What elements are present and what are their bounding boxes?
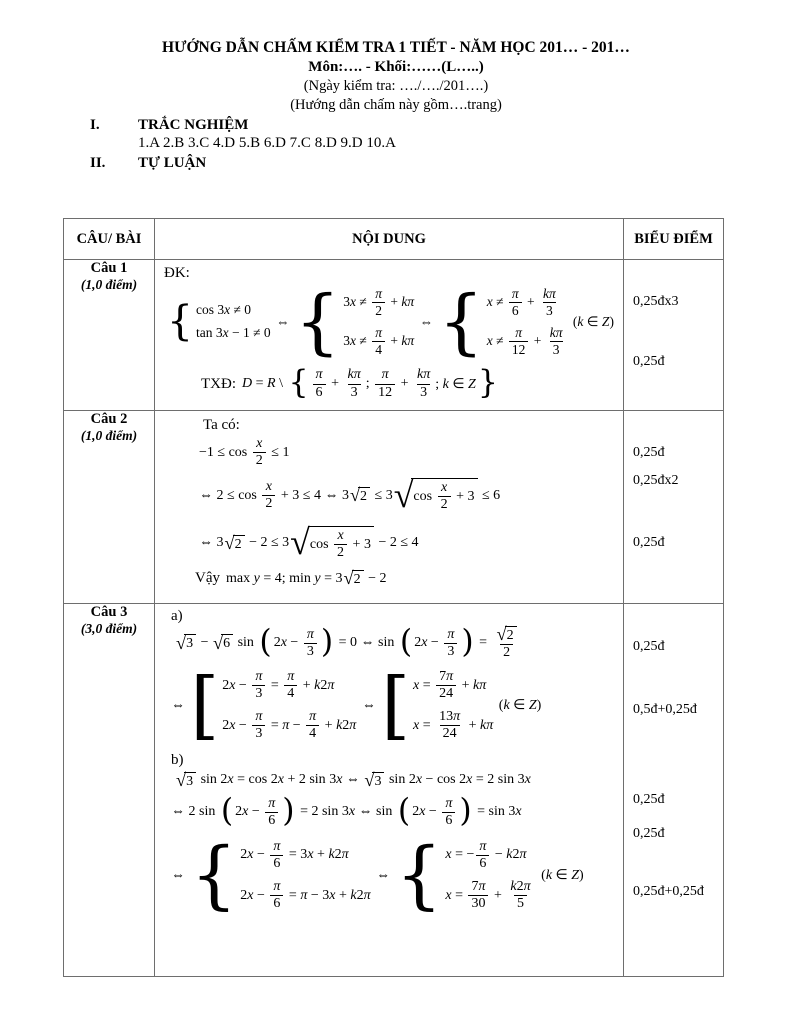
equation-system: { 2x − $\frac{\pi}{6}$ = 3x + k2π 2x − $\frac{\pi}{6}$ = π − 3x + k2π [190,832,371,918]
question-cell [64,411,155,604]
math-formula: ⇔ 2 ≤ cos $\frac{x}{2}$ + 3 ≤ 4 ⇔ 3 √ 2 ≤ 3 √ cos $\frac{x}{2}$ + 3 ≤ 6 [199,474,501,515]
fraction: $\frac{\pi}{3}$ [444,627,457,660]
equation-system: [ 2x − $\frac{\pi}{3}$ = $\frac{\pi}{4}$ + k2π 2x − $\frac{\pi}{3}$ = π − $\frac{\pi}{4}$ + k2π [190,662,357,748]
equation-system: { cos 3x ≠ 0 tan 3x − 1 ≠ 0 [167,297,271,346]
fraction: $\frac{\pi}{6}$ [476,839,489,872]
content-line [199,436,623,469]
content-line [203,417,623,434]
radical: √ 6 [213,634,233,652]
col-header-points: BIỂU ĐIỂM [624,219,724,260]
math-formula: ⇔ { 2x − $\frac{\pi}{6}$ = 3x + k2π 2x − $\frac{\pi}{6}$ = π − 3x + k2π ⇔ { x = − $\frac{\pi}{6}$ − k2π x = $\frac{7\pi}{30}$ + $\frac{k2\pi}{5}$ (k ∈ Z) [171,832,584,918]
points-value: 0,25đ [633,792,665,808]
math-formula: { cos 3x ≠ 0 tan 3x − 1 ≠ 0 ⇔ { 3x ≠ $\frac{\pi}{2}$ + kπ 3x ≠ $\frac{\pi}{4}$ + kπ ⇔ { x ≠ $\frac{\pi}{6}$ + $\frac{k\pi}{3}$ x ≠ $\frac{\pi}{12}$ + $\frac{k\pi}{3}$ (k ∈ Z) [167,280,614,364]
section-essay [0,155,792,172]
document-subtitle: Môn:…. - Khối:……(L…..) [308,59,484,76]
fraction: $\frac{\pi}{6}$ [442,796,455,829]
fraction: $\frac{k\pi}{3}$ [549,325,563,357]
fraction: $\frac{x}{2}$ [334,528,347,561]
table-row [64,411,724,604]
fraction: $\frac{\pi}{4}$ [284,669,297,702]
page-count-line: (Hướng dẫn chấm này gồm….trang) [290,97,502,114]
table-row [64,604,724,977]
question-score: (1,0 điểm) [80,277,138,293]
answer-table [63,218,724,977]
col-header-question: CÂU/ BÀI [64,219,155,260]
fraction: $\frac{\pi}{4}$ [372,325,385,357]
content-line [171,752,623,769]
radical: √ 2 [350,486,370,504]
equation-system: { x = − $\frac{\pi}{6}$ − k2π x = $\frac{7\pi}{30}$ + $\frac{k2\pi}{5}$ [396,837,536,914]
line-label: ĐK: [164,265,190,282]
big-parens: ( 2x − $\frac{\pi}{6}$ ) [220,793,295,830]
question-label: Câu 3 [90,604,128,621]
section-title: TRẮC NGHIỆM [138,117,249,134]
math-formula: ⇔ 3 √ 2 − 2 ≤ 3 √ cos $\frac{x}{2}$ + 3 − 2 ≤ 4 [199,522,419,563]
math-formula: ⇔ [ 2x − $\frac{\pi}{3}$ = $\frac{\pi}{4}$ + k2π 2x − $\frac{\pi}{3}$ = π − $\frac{\pi}{4}$ + k2π ⇔ [ x = $\frac{7\pi}{24}$ + kπ x = $\frac{13\pi}{24}$ + kπ (k ∈ Z) [171,662,542,748]
equation-system: { x ≠ $\frac{\pi}{6}$ + $\frac{k\pi}{3}$ x ≠ $\frac{\pi}{12}$ + $\frac{k\pi}{3}$ [438,284,567,359]
radical: √ 3 [176,771,196,789]
radical: √ 3 [176,634,196,652]
equation-system: [ x = $\frac{7\pi}{24}$ + kπ x = $\frac{13\pi}{24}$ + kπ [381,662,494,748]
question-cell [64,260,155,411]
content-line [199,522,623,563]
points-cell [624,411,724,604]
section-multiple-choice [0,117,792,134]
fraction: √ 2 2 [493,625,521,661]
fraction: $\frac{\pi}{6}$ [270,879,283,912]
content-line [171,832,623,918]
points-value: 0,25đx2 [633,473,679,489]
big-parens: ( 2x − $\frac{\pi}{6}$ ) [397,793,472,830]
fraction: $\frac{13\pi}{24}$ [439,709,461,742]
points-cell [624,260,724,411]
line-label: Ta có: [203,417,240,434]
table-header-row [64,219,724,260]
math-formula: √ 3 − √ 6 sin ( 2x − $\frac{\pi}{3}$ ) = 0 ⇔ sin ( 2x − $\frac{\pi}{3}$ ) = √ 2 2 [175,625,523,661]
math-formula: √ 3 sin 2x = cos 2x + 2 sin 3x ⇔ √ 3 sin 2x − cos 2x = 2 sin 3x [176,770,531,791]
content-line [175,625,623,661]
points-value: 0,25đ [633,445,665,461]
points-value: 0,25đ [633,639,665,655]
set-braces: { $\frac{\pi}{6}$ + $\frac{k\pi}{3}$ ; $\frac{\pi}{12}$ + $\frac{k\pi}{3}$ ; k ∈ Z } [288,365,498,402]
fraction: $\frac{k\pi}{3}$ [417,367,431,400]
section-title: TỰ LUẬN [138,155,207,172]
col-header-content: NỘI DUNG [155,219,624,260]
equation-system: { 3x ≠ $\frac{\pi}{2}$ + kπ 3x ≠ $\frac{\pi}{4}$ + kπ [294,280,415,364]
line-label: b) [171,752,184,769]
big-parens: ( 2x − $\frac{\pi}{3}$ ) [399,624,474,661]
fraction: $\frac{\pi}{3}$ [304,627,317,660]
content-line [165,280,623,364]
fraction: $\frac{\pi}{4}$ [306,709,319,742]
section-numeral: I. [90,117,100,134]
radical: √ cos $\frac{x}{2}$ + 3 [290,525,374,561]
table-body [64,260,724,977]
fraction: $\frac{x}{2}$ [253,436,266,469]
points-cell [624,604,724,977]
fraction: $\frac{\pi}{12}$ [375,367,395,400]
math-formula: max y = 4; min y = 3 √ 2 − 2 [226,568,387,589]
content-cell [155,260,624,411]
content-line [171,608,623,625]
fraction: $\frac{x}{2}$ [262,479,275,512]
big-parens: ( 2x − $\frac{\pi}{3}$ ) [259,624,334,661]
fraction: $\frac{\pi}{12}$ [509,325,529,357]
fraction: $\frac{7\pi}{30}$ [468,879,488,912]
fraction: $\frac{\pi}{3}$ [252,709,265,742]
math-formula: D = R \ { $\frac{\pi}{6}$ + $\frac{k\pi}{3}$ ; $\frac{\pi}{12}$ + $\frac{k\pi}{3}$ ; k ∈ Z } [242,365,498,402]
points-value: 0,25đ [633,354,665,370]
fraction: $\frac{\pi}{6}$ [509,286,522,318]
math-formula: −1 ≤ cos $\frac{x}{2}$ ≤ 1 [199,436,290,469]
radical: √ 3 [364,771,384,789]
fraction: $\frac{k\pi}{3}$ [543,286,556,318]
content-line [201,367,623,400]
question-score: (1,0 điểm) [80,428,138,444]
content-line [171,662,623,748]
fraction: $\frac{k\pi}{3}$ [347,367,361,400]
question-label: Câu 2 [90,411,128,428]
fraction: $\frac{\pi}{6}$ [270,839,283,872]
content-line [195,569,623,587]
question-score: (3,0 điểm) [80,621,138,637]
line-label: a) [171,608,183,625]
content-line [199,474,623,515]
fraction: $\frac{\pi}{2}$ [372,286,385,318]
radical: √ cos $\frac{x}{2}$ + 3 [394,478,478,514]
fraction: $\frac{\pi}{3}$ [252,669,265,702]
content-line [164,265,623,282]
math-formula: ⇔ 2 sin ( 2x − $\frac{\pi}{6}$ ) = 2 sin 3x ⇔ sin ( 2x − $\frac{\pi}{6}$ ) = sin 3x [171,793,522,830]
points-value: 0,25đ [633,826,665,842]
table-row [64,260,724,411]
content-line [171,793,623,830]
points-value: 0,25đ [633,535,665,551]
question-label: Câu 1 [90,260,128,277]
document-title: HƯỚNG DẪN CHẤM KIỂM TRA 1 TIẾT - NĂM HỌC 201… - 201… [162,39,630,56]
points-value: 0,25đ+0,25đ [633,884,704,900]
fraction: $\frac{\pi}{6}$ [313,367,326,400]
line-label: Vậy [195,570,220,587]
multiple-choice-answer-key: 1.A 2.B 3.C 4.D 5.B 6.D 7.C 8.D 9.D 10.A [138,135,396,152]
fraction: $\frac{\pi}{6}$ [265,796,278,829]
fraction: $\frac{x}{2}$ [438,480,451,513]
radical: √ 2 [497,625,517,643]
exam-date-line: (Ngày kiểm tra: …./…./201….) [303,78,489,95]
radical: √ 2 [225,534,245,552]
section-numeral: II. [90,155,106,172]
fraction: $\frac{k2\pi}{5}$ [510,879,531,912]
content-line [175,771,623,789]
question-cell [64,604,155,977]
fraction: $\frac{7\pi}{24}$ [436,669,456,702]
content-cell [155,604,624,977]
content-cell [155,411,624,604]
radical: √ 2 [344,569,364,587]
line-label: TXĐ: [201,375,236,392]
points-value: 0,5đ+0,25đ [633,702,697,718]
points-value: 0,25đx3 [633,294,679,310]
